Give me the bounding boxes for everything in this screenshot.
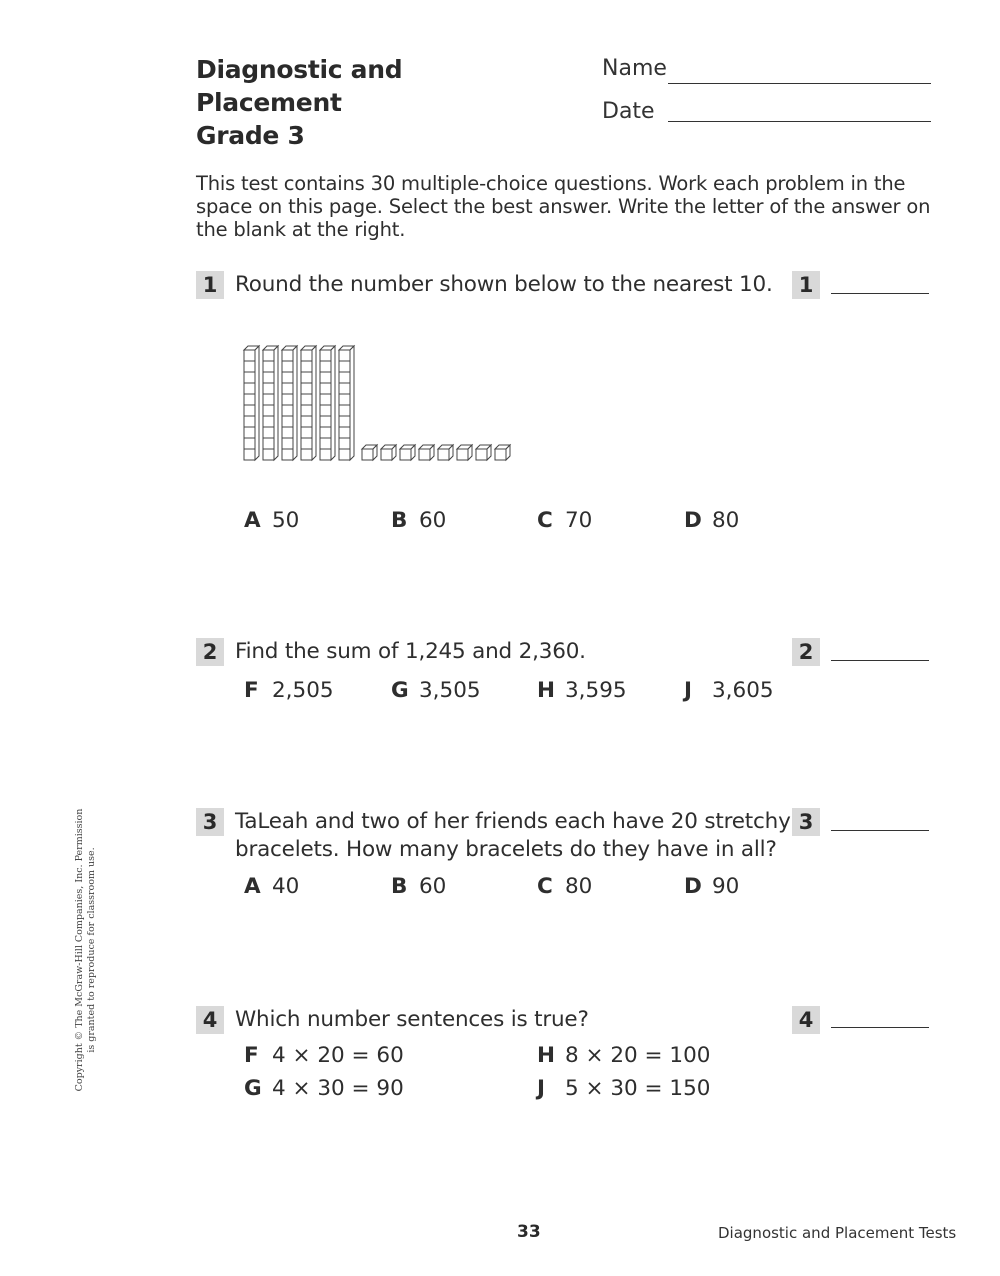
answer-number: 1 bbox=[792, 271, 820, 299]
ones-cube bbox=[476, 445, 491, 460]
ones-cube bbox=[400, 445, 415, 460]
answer-number: 4 bbox=[792, 1006, 820, 1034]
choice-a[interactable]: A 50 bbox=[244, 508, 300, 533]
question-number: 2 bbox=[196, 638, 224, 666]
date-label: Date bbox=[602, 99, 655, 124]
choice-b[interactable]: B 60 bbox=[391, 874, 447, 899]
answer-number: 3 bbox=[792, 808, 820, 836]
question-number: 1 bbox=[196, 271, 224, 299]
ones-cube bbox=[362, 445, 377, 460]
choice-a[interactable]: A 40 bbox=[244, 874, 300, 899]
question-text-line-2: bracelets. How many bracelets do they have in all? bbox=[235, 837, 777, 862]
answer-blank[interactable] bbox=[831, 293, 929, 294]
choice-g[interactable]: G 4 × 30 = 90 bbox=[244, 1076, 404, 1101]
choice-f[interactable]: F 2,505 bbox=[244, 678, 334, 703]
question-number: 3 bbox=[196, 808, 224, 836]
title-line-3: Grade 3 bbox=[196, 121, 305, 150]
base-ten-blocks-figure bbox=[240, 336, 520, 466]
question-text: Which number sentences is true? bbox=[235, 1007, 589, 1032]
tens-rod bbox=[282, 346, 297, 460]
question-text: Find the sum of 1,245 and 2,360. bbox=[235, 639, 586, 664]
answer-blank[interactable] bbox=[831, 830, 929, 831]
choice-c[interactable]: C 70 bbox=[537, 508, 593, 533]
copyright-notice: Copyright © The McGraw-Hill Companies, Inc. Permission is granted to reproduce for classroom use. bbox=[74, 808, 97, 1092]
choice-j[interactable]: J 3,605 bbox=[684, 678, 774, 703]
choice-h[interactable]: H 3,595 bbox=[537, 678, 627, 703]
tens-rod bbox=[263, 346, 278, 460]
name-field[interactable] bbox=[668, 83, 931, 84]
answer-blank[interactable] bbox=[831, 660, 929, 661]
instructions: This test contains 30 multiple-choice questions. Work each problem in the space on this page. Select the best answer. Write the letter of the answer on the blank at the right. bbox=[196, 172, 931, 241]
question-text: Round the number shown below to the nearest 10. bbox=[235, 272, 773, 297]
choice-b[interactable]: B 60 bbox=[391, 508, 447, 533]
tens-rod bbox=[244, 346, 259, 460]
answer-number: 2 bbox=[792, 638, 820, 666]
footer-title: Diagnostic and Placement Tests bbox=[718, 1224, 957, 1242]
choice-j[interactable]: J 5 × 30 = 150 bbox=[537, 1076, 711, 1101]
date-field[interactable] bbox=[668, 121, 931, 122]
question-text-line-1: TaLeah and two of her friends each have 20 stretchy bbox=[235, 809, 791, 834]
choice-d[interactable]: D 80 bbox=[684, 508, 740, 533]
choice-h[interactable]: H 8 × 20 = 100 bbox=[537, 1043, 711, 1068]
tens-rod bbox=[320, 346, 335, 460]
ones-cube bbox=[419, 445, 434, 460]
ones-cube bbox=[381, 445, 396, 460]
title-line-2: Placement bbox=[196, 88, 342, 117]
tens-rod bbox=[339, 346, 354, 460]
question-number: 4 bbox=[196, 1006, 224, 1034]
choice-c[interactable]: C 80 bbox=[537, 874, 593, 899]
ones-cube bbox=[457, 445, 472, 460]
choice-f[interactable]: F 4 × 20 = 60 bbox=[244, 1043, 404, 1068]
name-label: Name bbox=[602, 56, 667, 81]
tens-rod bbox=[301, 346, 316, 460]
page-number: 33 bbox=[517, 1222, 541, 1242]
choice-d[interactable]: D 90 bbox=[684, 874, 740, 899]
ones-cube bbox=[438, 445, 453, 460]
ones-cube bbox=[495, 445, 510, 460]
answer-blank[interactable] bbox=[831, 1027, 929, 1028]
choice-g[interactable]: G 3,505 bbox=[391, 678, 481, 703]
title-line-1: Diagnostic and bbox=[196, 55, 403, 84]
